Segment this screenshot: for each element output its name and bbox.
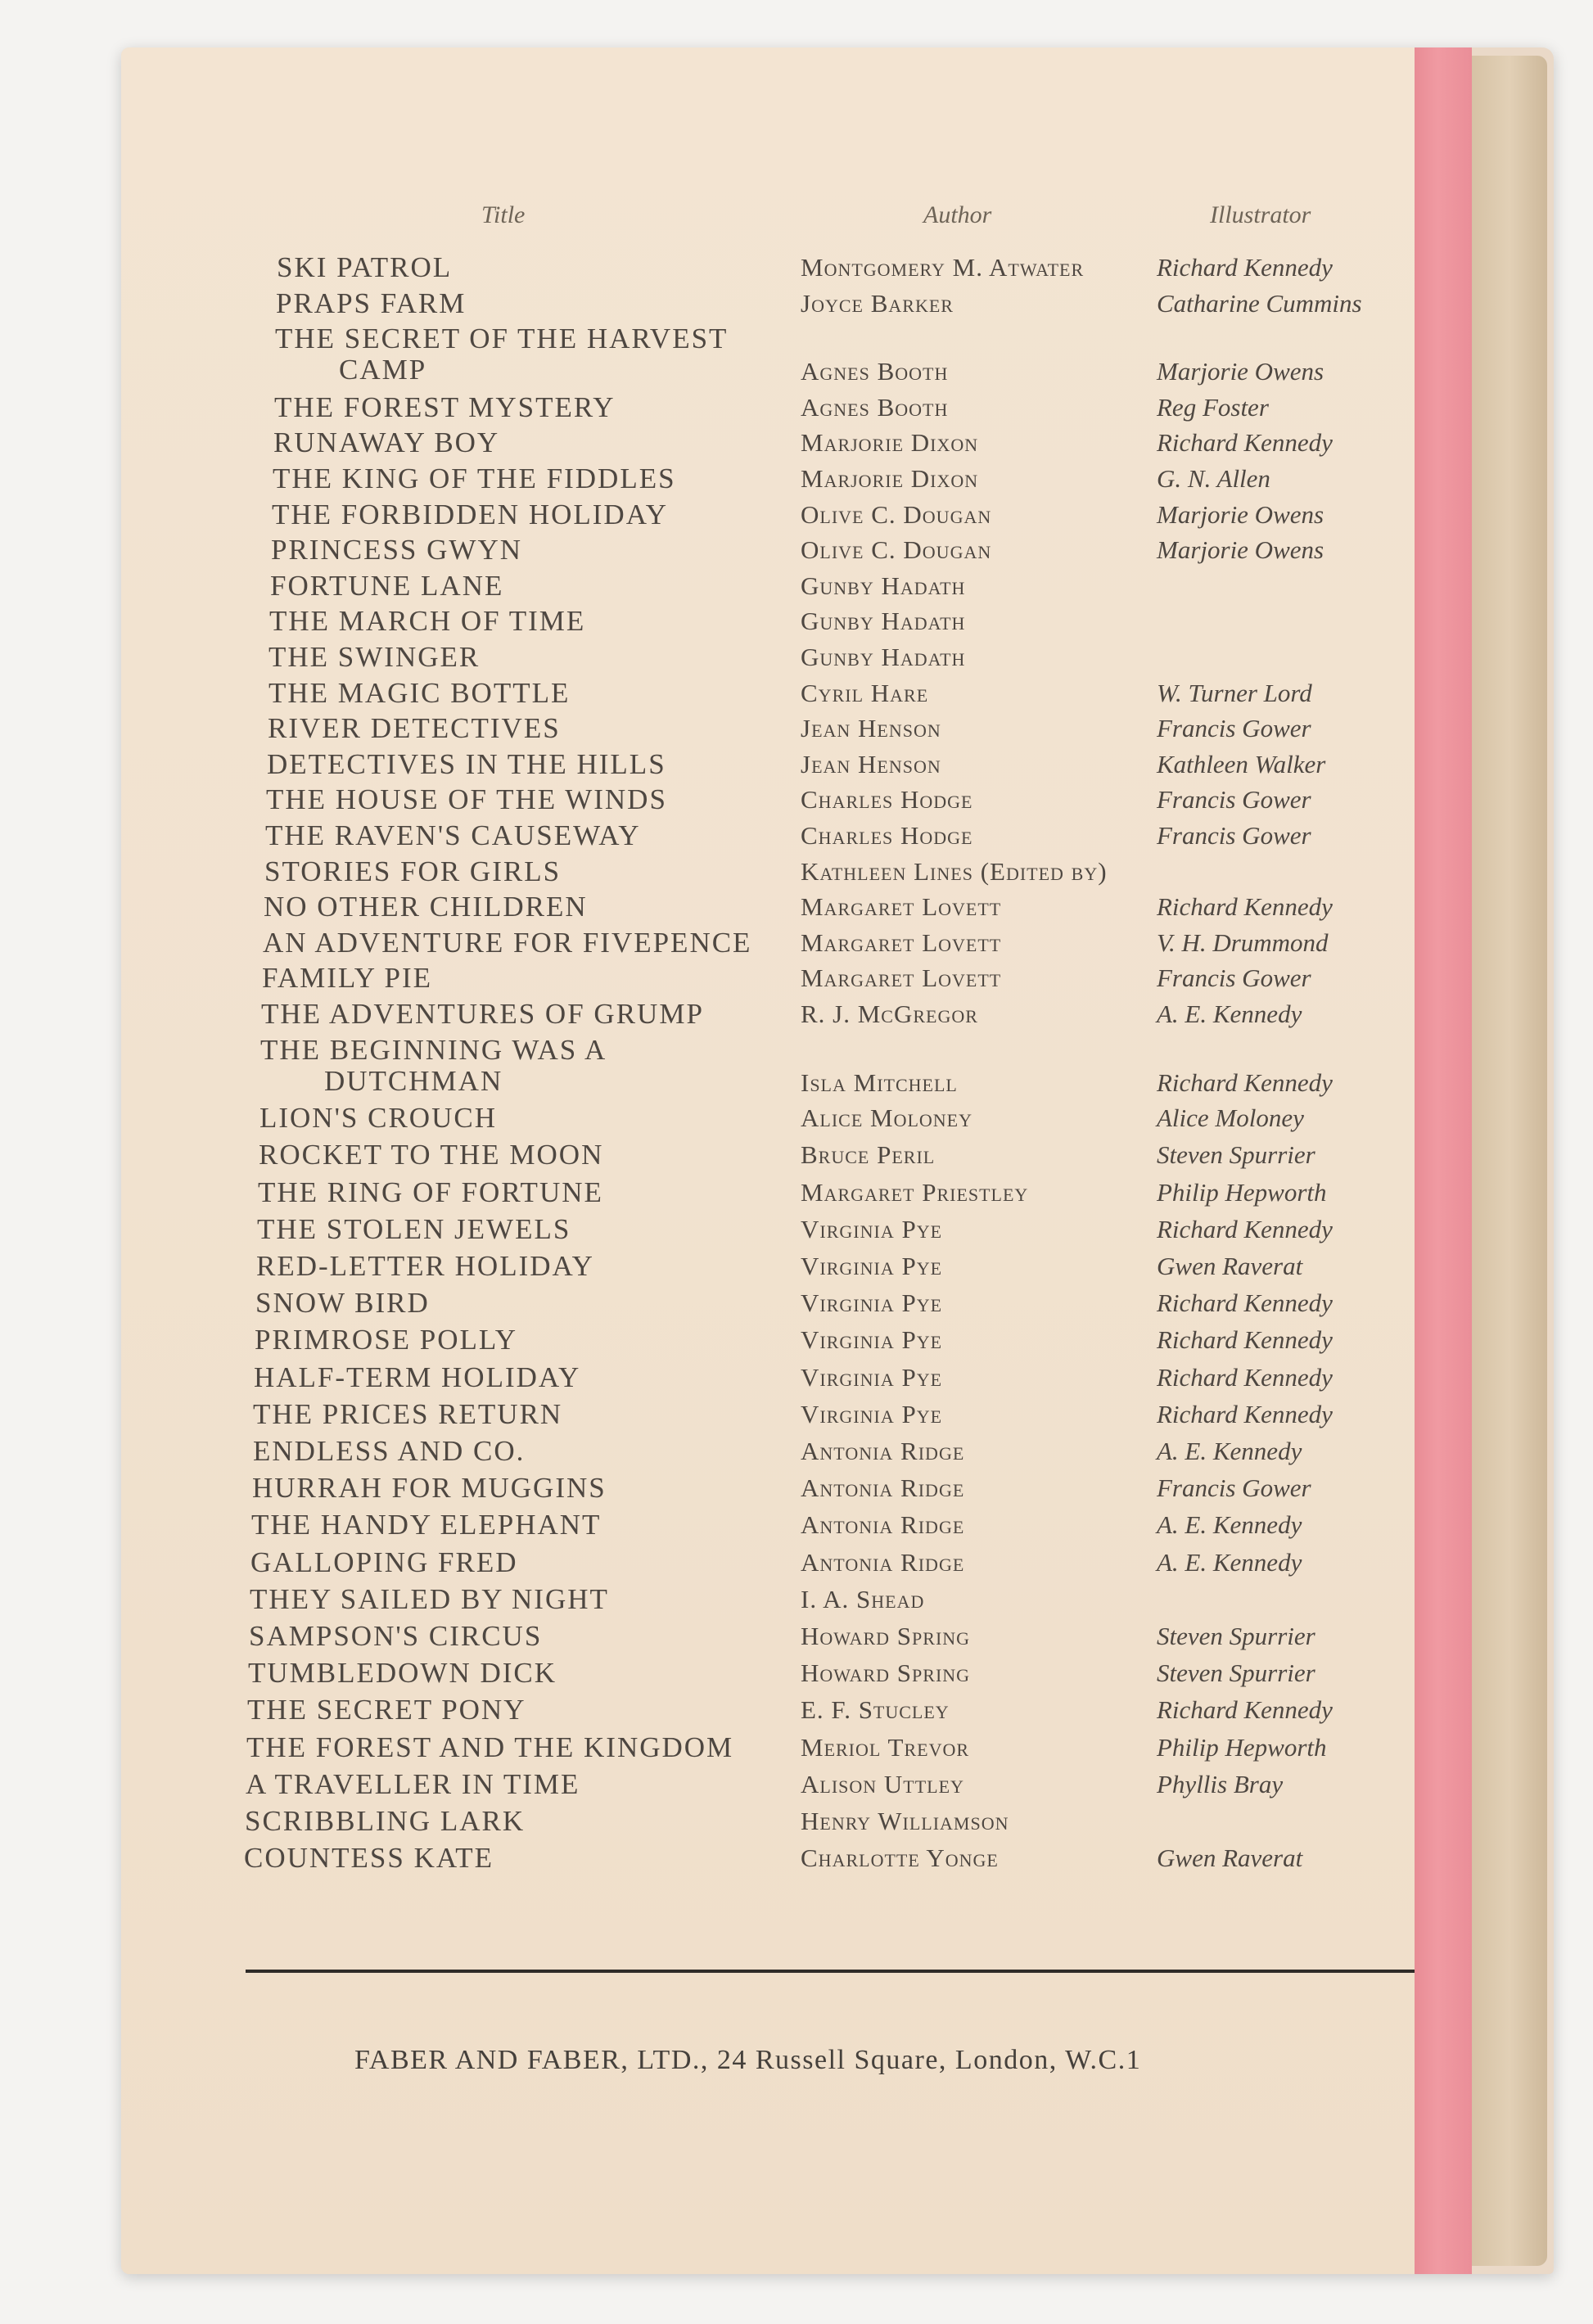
book-title (272, 499, 668, 530)
book-illustrator: V. H. Drummond (1157, 927, 1329, 957)
book-row (121, 1251, 1415, 1287)
book-illustrator: G. N. Allen (1157, 464, 1270, 493)
book-back-cover (121, 47, 1554, 2274)
book-author: Gunby Hadath (801, 571, 966, 600)
book-title-line: THE FOREST MYSTERY (274, 390, 616, 423)
book-author: Virginia Pye (801, 1325, 943, 1355)
book-author: Charlotte Yonge (801, 1843, 999, 1873)
book-title (245, 1806, 525, 1837)
book-title (244, 1843, 494, 1874)
book-title (270, 571, 503, 602)
book-title (259, 1103, 497, 1134)
book-title (256, 1251, 594, 1282)
book-title (269, 642, 480, 673)
book-illustrator: Marjorie Owens (1157, 357, 1324, 386)
book-author: I. A. Shead (801, 1584, 925, 1613)
book-row (121, 1103, 1415, 1139)
book-title (246, 1769, 580, 1800)
book-title-line: THE PRICES RETURN (253, 1397, 563, 1430)
book-title-line: THE BEGINNING WAS A (260, 1033, 607, 1066)
pink-spine-edge (1415, 47, 1472, 2274)
book-title (266, 784, 667, 815)
book-title (260, 1035, 607, 1097)
book-title (253, 1436, 525, 1467)
book-illustrator: A. E. Kennedy (1157, 1547, 1302, 1577)
book-row (121, 571, 1415, 607)
book-row (121, 1399, 1415, 1435)
book-illustrator: A. E. Kennedy (1157, 1437, 1302, 1465)
book-illustrator: Steven Spurrier (1157, 1622, 1315, 1650)
book-title (274, 392, 616, 423)
book-title (264, 891, 588, 923)
book-illustrator: Catharine Cummins (1157, 288, 1362, 318)
book-illustrator: Steven Spurrier (1157, 1140, 1315, 1170)
book-row (121, 927, 1415, 963)
book-title-line: FORTUNE LANE (270, 569, 504, 602)
book-author: Agnes Booth (801, 357, 949, 386)
book-author: Charles Hodge (801, 785, 973, 815)
book-illustrator: Steven Spurrier (1157, 1658, 1315, 1688)
book-title-line: PRIMROSE POLLY (255, 1324, 518, 1356)
book-row (121, 1509, 1415, 1546)
book-author: Virginia Pye (801, 1288, 943, 1318)
book-title (273, 463, 676, 494)
book-title (258, 1177, 603, 1208)
book-row (121, 499, 1415, 535)
book-author: Cyril Hare (801, 678, 929, 707)
book-title-line: ENDLESS AND CO. (253, 1435, 526, 1467)
book-row (121, 392, 1415, 428)
book-title-line: SCRIBBLING LARK (245, 1805, 526, 1837)
book-illustrator: Richard Kennedy (1157, 1399, 1333, 1428)
book-author: Antonia Ridge (801, 1437, 965, 1465)
book-row (121, 252, 1415, 288)
book-title-line: A TRAVELLER IN TIME (246, 1767, 580, 1800)
book-title (269, 678, 570, 709)
book-row (121, 288, 1415, 324)
book-author: Gunby Hadath (801, 607, 966, 636)
book-author: Margaret Lovett (801, 892, 1002, 922)
book-author: Isla Mitchell (801, 1067, 958, 1097)
book-title-line: FAMILY PIE (262, 962, 433, 995)
book-row (121, 1033, 1415, 1097)
book-title-line: TUMBLEDOWN DICK (248, 1657, 557, 1690)
book-title-line: THE SECRET OF THE HARVEST (275, 323, 729, 355)
book-title (254, 1362, 580, 1393)
book-title-line: LION'S CROUCH (259, 1102, 497, 1135)
book-illustrator: Philip Hepworth (1157, 1732, 1327, 1762)
book-illustrator: A. E. Kennedy (1157, 1510, 1302, 1540)
book-author: Kathleen Lines (Edited by) (801, 856, 1108, 886)
book-title (250, 1547, 517, 1578)
dust-jacket (121, 47, 1415, 2274)
book-row (121, 427, 1415, 463)
book-author: Virginia Pye (801, 1252, 943, 1280)
book-illustrator: Marjorie Owens (1157, 499, 1324, 529)
book-row (121, 606, 1415, 642)
book-author: Virginia Pye (801, 1362, 943, 1392)
book-title-line: THE MAGIC BOTTLE (269, 676, 571, 709)
book-title-line: THE RAVEN'S CAUSEWAY (265, 819, 641, 851)
book-row (121, 642, 1415, 678)
book-illustrator: Richard Kennedy (1157, 1362, 1333, 1392)
book-author: Howard Spring (801, 1622, 971, 1650)
book-title (273, 427, 499, 458)
book-title (275, 323, 728, 386)
book-title (246, 1732, 733, 1763)
book-title-line: RED-LETTER HOLIDAY (256, 1250, 594, 1282)
book-row (121, 820, 1415, 856)
book-title (255, 1324, 517, 1356)
book-title-line: PRAPS FARM (276, 287, 467, 319)
book-row (121, 1288, 1415, 1324)
book-title-line: SKI PATROL (277, 251, 453, 283)
book-illustrator: Marjorie Owens (1157, 535, 1324, 565)
column-header-illustrator: Illustrator (1210, 201, 1311, 228)
book-author: Olive C. Dougan (801, 535, 992, 565)
book-title-line: SAMPSON'S CIRCUS (249, 1620, 543, 1652)
book-title-line: THE FOREST AND THE KINGDOM (246, 1731, 734, 1763)
book-row (121, 1584, 1415, 1620)
book-illustrator: Richard Kennedy (1157, 1695, 1333, 1725)
book-title-line: STORIES FOR GIRLS (264, 855, 562, 887)
book-row (121, 1547, 1415, 1583)
book-row (121, 323, 1415, 386)
book-author: Bruce Peril (801, 1140, 936, 1170)
book-illustrator: Alice Moloney (1157, 1103, 1304, 1133)
book-title (262, 963, 432, 994)
book-row (121, 463, 1415, 499)
book-author: Agnes Booth (801, 392, 949, 422)
divider-rule (246, 1970, 1424, 1973)
book-title-line: DETECTIVES IN THE HILLS (267, 747, 666, 780)
book-row (121, 1806, 1415, 1842)
book-row (121, 1214, 1415, 1250)
column-header-title: Title (481, 201, 526, 228)
book-title-line: THE RING OF FORTUNE (258, 1176, 603, 1208)
book-title (268, 713, 561, 744)
book-title-line: SNOW BIRD (255, 1287, 430, 1320)
book-title-line: GALLOPING FRED (250, 1546, 518, 1578)
book-illustrator: Richard Kennedy (1157, 253, 1333, 282)
book-author: Margaret Lovett (801, 927, 1002, 957)
book-board-edge (1472, 56, 1547, 2266)
book-author: Margaret Priestley (801, 1177, 1029, 1207)
book-title (251, 1509, 601, 1541)
book-illustrator: Francis Gower (1157, 714, 1311, 743)
book-row (121, 856, 1415, 892)
book-title (276, 288, 466, 319)
book-row (121, 1843, 1415, 1879)
book-illustrator: Francis Gower (1157, 963, 1311, 993)
book-author: Jean Henson (801, 714, 941, 743)
book-author: Virginia Pye (801, 1399, 943, 1428)
book-title (257, 1214, 571, 1245)
book-title-line: HURRAH FOR MUGGINS (252, 1472, 607, 1505)
book-row (121, 749, 1415, 785)
book-row (121, 891, 1415, 927)
book-illustrator: W. Turner Lord (1157, 678, 1312, 707)
book-illustrator: Richard Kennedy (1157, 1067, 1333, 1097)
book-illustrator: Phyllis Bray (1157, 1769, 1284, 1798)
book-author: Olive C. Dougan (801, 499, 992, 529)
book-row (121, 1177, 1415, 1213)
book-title (265, 820, 641, 851)
book-author: Margaret Lovett (801, 963, 1002, 993)
book-row (121, 1436, 1415, 1472)
book-title (249, 1621, 542, 1652)
book-illustrator: Philip Hepworth (1157, 1177, 1327, 1207)
book-title (269, 606, 585, 637)
book-title (253, 1399, 562, 1430)
book-title-line: THE ADVENTURES OF GRUMP (261, 998, 704, 1030)
book-author: Antonia Ridge (801, 1473, 965, 1503)
book-author: Virginia Pye (801, 1214, 943, 1243)
book-illustrator: Richard Kennedy (1157, 1288, 1333, 1318)
book-author: Marjorie Dixon (801, 464, 979, 493)
book-illustrator: Francis Gower (1157, 821, 1311, 850)
book-author: Alice Moloney (801, 1103, 973, 1133)
book-title-line: THE SWINGER (269, 641, 481, 673)
book-title-line: NO OTHER CHILDREN (264, 891, 588, 923)
book-illustrator: Kathleen Walker (1157, 749, 1326, 778)
book-title (264, 856, 561, 887)
book-title-line: PRINCESS GWYN (271, 534, 523, 566)
book-row (121, 784, 1415, 820)
book-row (121, 1694, 1415, 1731)
book-title-line: THE HOUSE OF THE WINDS (266, 783, 667, 816)
book-title (252, 1473, 607, 1504)
book-illustrator: Richard Kennedy (1157, 1325, 1333, 1355)
book-author: Jean Henson (801, 749, 941, 778)
book-illustrator: Reg Foster (1157, 392, 1269, 422)
book-author: Joyce Barker (801, 288, 954, 318)
book-title-line: ROCKET TO THE MOON (259, 1139, 604, 1171)
book-title-line: THE MARCH OF TIME (269, 605, 586, 638)
book-author: Howard Spring (801, 1658, 971, 1688)
book-author: R. J. McGregor (801, 1000, 978, 1028)
book-title (277, 252, 452, 283)
book-title-line: THE KING OF THE FIDDLES (273, 463, 676, 494)
book-title-line-2: CAMP (339, 354, 427, 386)
book-title-line: COUNTESS KATE (244, 1842, 494, 1875)
book-title (255, 1288, 430, 1319)
book-row (121, 678, 1415, 714)
book-title (261, 999, 704, 1030)
publisher-imprint: FABER AND FABER, LTD., 24 Russell Square, London, W.C.1 (354, 2045, 1142, 2075)
book-row (121, 1732, 1415, 1768)
book-title-line-2: DUTCHMAN (324, 1064, 503, 1097)
book-row (121, 1658, 1415, 1694)
book-illustrator: Gwen Raverat (1157, 1252, 1303, 1280)
book-author: E. F. Stucley (801, 1695, 950, 1725)
book-author: Alison Uttley (801, 1769, 964, 1798)
book-illustrator: Francis Gower (1157, 1473, 1311, 1503)
book-illustrator: Francis Gower (1157, 785, 1311, 815)
book-author: Charles Hodge (801, 821, 973, 850)
book-row (121, 1621, 1415, 1657)
book-title (247, 1694, 526, 1726)
book-title-line: RUNAWAY BOY (273, 426, 500, 459)
book-row (121, 963, 1415, 999)
book-title-line: RIVER DETECTIVES (268, 712, 561, 745)
book-author: Gunby Hadath (801, 643, 966, 671)
book-row (121, 1324, 1415, 1361)
book-illustrator: Richard Kennedy (1157, 1214, 1333, 1243)
book-illustrator: Richard Kennedy (1157, 428, 1333, 458)
book-title (271, 535, 522, 566)
column-header-author: Author (923, 201, 992, 228)
book-title (259, 1139, 603, 1171)
book-author: Meriol Trevor (801, 1732, 970, 1762)
book-row (121, 1139, 1415, 1176)
book-title-line: THE FORBIDDEN HOLIDAY (272, 498, 669, 530)
book-row (121, 999, 1415, 1035)
book-title-line: HALF-TERM HOLIDAY (254, 1361, 581, 1393)
book-title (250, 1584, 609, 1615)
book-title-line: THE HANDY ELEPHANT (251, 1509, 602, 1541)
book-row (121, 713, 1415, 749)
book-author: Montgomery M. Atwater (801, 253, 1085, 282)
book-title (263, 927, 751, 959)
book-author: Marjorie Dixon (801, 428, 979, 458)
book-illustrator: Gwen Raverat (1157, 1843, 1303, 1873)
book-row (121, 535, 1415, 571)
book-title (248, 1658, 557, 1689)
book-title-line: THE SECRET PONY (247, 1694, 526, 1726)
book-row (121, 1362, 1415, 1398)
book-illustrator: Richard Kennedy (1157, 892, 1333, 922)
book-title-line: THE STOLEN JEWELS (257, 1212, 571, 1245)
book-author: Henry Williamson (801, 1807, 1009, 1835)
book-row (121, 1473, 1415, 1509)
book-author: Antonia Ridge (801, 1547, 965, 1577)
book-row (121, 1769, 1415, 1805)
book-illustrator: A. E. Kennedy (1157, 1000, 1302, 1028)
book-author: Antonia Ridge (801, 1510, 965, 1540)
book-title (267, 749, 666, 780)
book-title-line: THEY SAILED BY NIGHT (250, 1582, 609, 1615)
book-title-line: AN ADVENTURE FOR FIVEPENCE (263, 926, 752, 959)
